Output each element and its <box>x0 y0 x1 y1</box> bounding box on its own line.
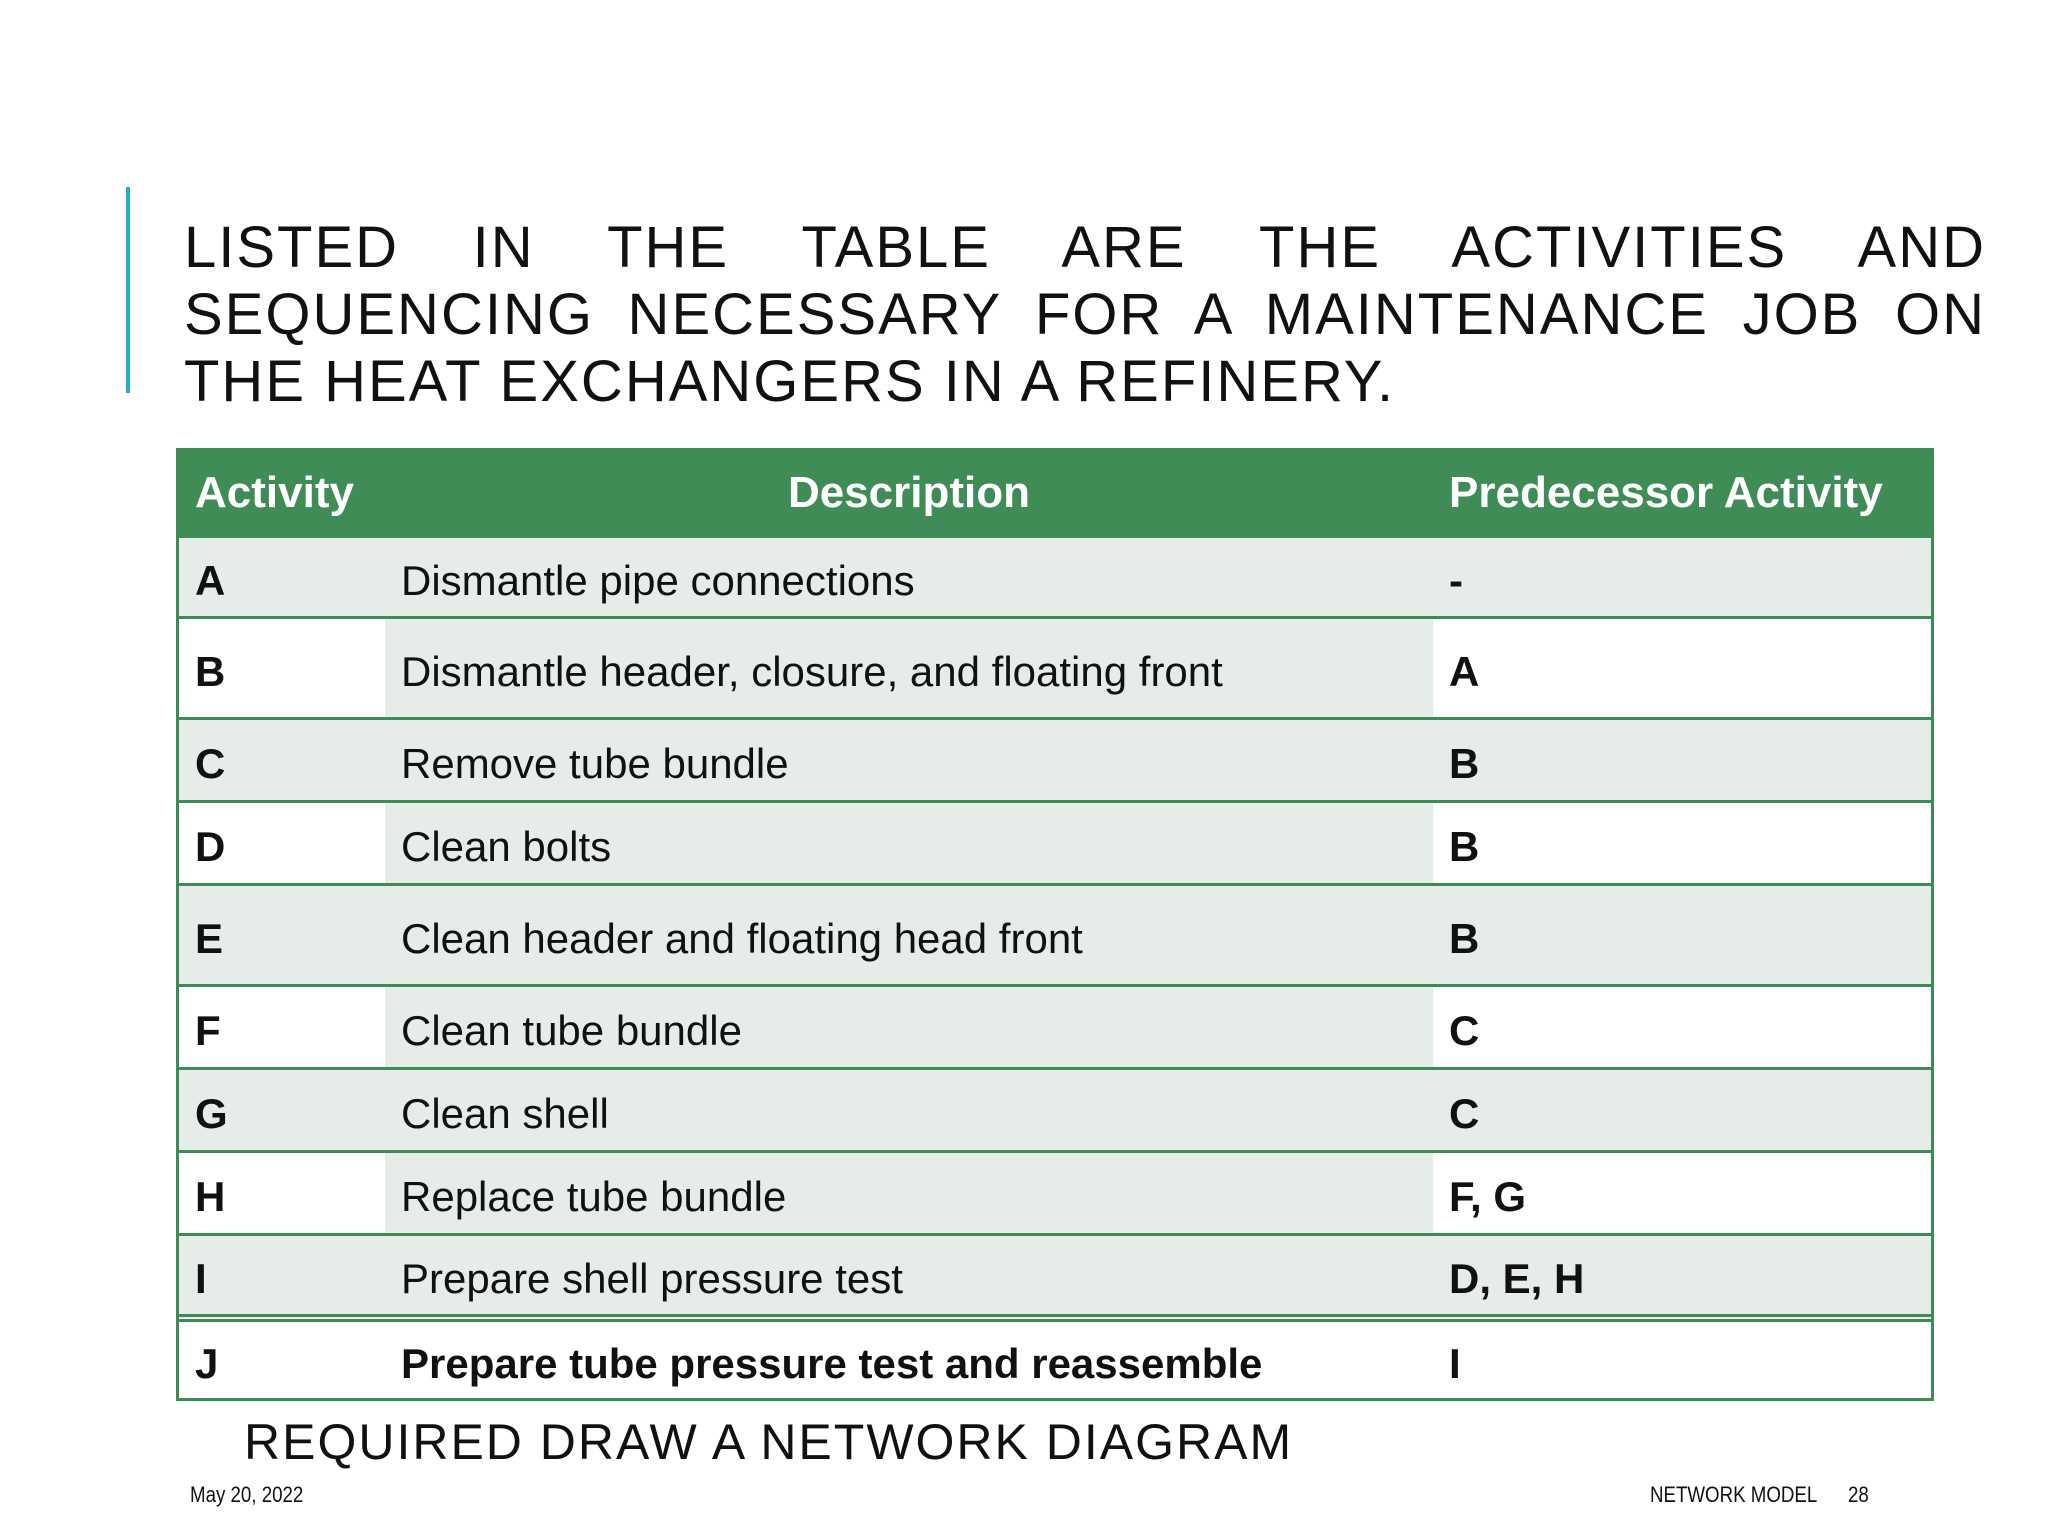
predecessor-cell: B <box>1433 719 1931 802</box>
table-row <box>179 1152 1931 1235</box>
header-activity: Activity <box>179 451 385 537</box>
description-cell: Clean bolts <box>385 802 1433 885</box>
description-cell: Clean tube bundle <box>385 986 1433 1069</box>
table-row <box>179 1318 1931 1398</box>
description-cell: Remove tube bundle <box>385 719 1433 802</box>
predecessor-cell: I <box>1433 1318 1931 1398</box>
header-predecessor: Predecessor Activity <box>1433 451 1931 537</box>
description-cell: Clean shell <box>385 1069 1433 1152</box>
predecessor-cell: C <box>1433 1069 1931 1152</box>
table-row <box>179 537 1931 618</box>
table-row <box>179 1069 1931 1152</box>
activity-cell: C <box>179 719 385 802</box>
activity-cell: H <box>179 1152 385 1235</box>
footer-section: NETWORK MODEL <box>1650 1482 1818 1507</box>
footer-date: May 20, 2022 <box>190 1482 304 1507</box>
predecessor-cell: C <box>1433 986 1931 1069</box>
activity-cell: A <box>179 537 385 618</box>
description-cell: Replace tube bundle <box>385 1152 1433 1235</box>
accent-bar <box>126 187 130 393</box>
header-description: Description <box>385 451 1433 537</box>
slide-title: LISTED IN THE TABLE ARE THE ACTIVITIES AND SEQUENCING NECESSARY FOR A MAINTENANCE JOB ON THE HEAT EXCHANGERS IN A REFINERY. <box>184 215 1986 414</box>
predecessor-cell: - <box>1433 537 1931 618</box>
predecessor-cell: A <box>1433 618 1931 719</box>
description-cell: Clean header and floating head front <box>385 885 1433 986</box>
description-cell: Prepare tube pressure test and reassemble <box>385 1318 1433 1398</box>
activity-cell: J <box>179 1318 385 1398</box>
predecessor-cell: F, G <box>1433 1152 1931 1235</box>
activity-cell: D <box>179 802 385 885</box>
table-row <box>179 1235 1931 1318</box>
table-row <box>179 885 1931 986</box>
description-cell: Dismantle pipe connections <box>385 537 1433 618</box>
table-header-row <box>179 451 1931 537</box>
table-row <box>179 802 1931 885</box>
predecessor-cell: B <box>1433 885 1931 986</box>
activity-cell: E <box>179 885 385 986</box>
activity-cell: F <box>179 986 385 1069</box>
predecessor-cell: B <box>1433 802 1931 885</box>
activity-cell: G <box>179 1069 385 1152</box>
footer-page-number: 28 <box>1848 1482 1869 1507</box>
activity-cell: B <box>179 618 385 719</box>
table-row <box>179 618 1931 719</box>
table-row <box>179 986 1931 1069</box>
activity-table <box>176 448 1934 1401</box>
activity-cell: I <box>179 1235 385 1318</box>
description-cell: Dismantle header, closure, and floating front <box>385 618 1433 719</box>
predecessor-cell: D, E, H <box>1433 1235 1931 1318</box>
requirement-text: REQUIRED DRAW A NETWORK DIAGRAM <box>244 1414 1294 1470</box>
table-row <box>179 719 1931 802</box>
description-cell: Prepare shell pressure test <box>385 1235 1433 1318</box>
